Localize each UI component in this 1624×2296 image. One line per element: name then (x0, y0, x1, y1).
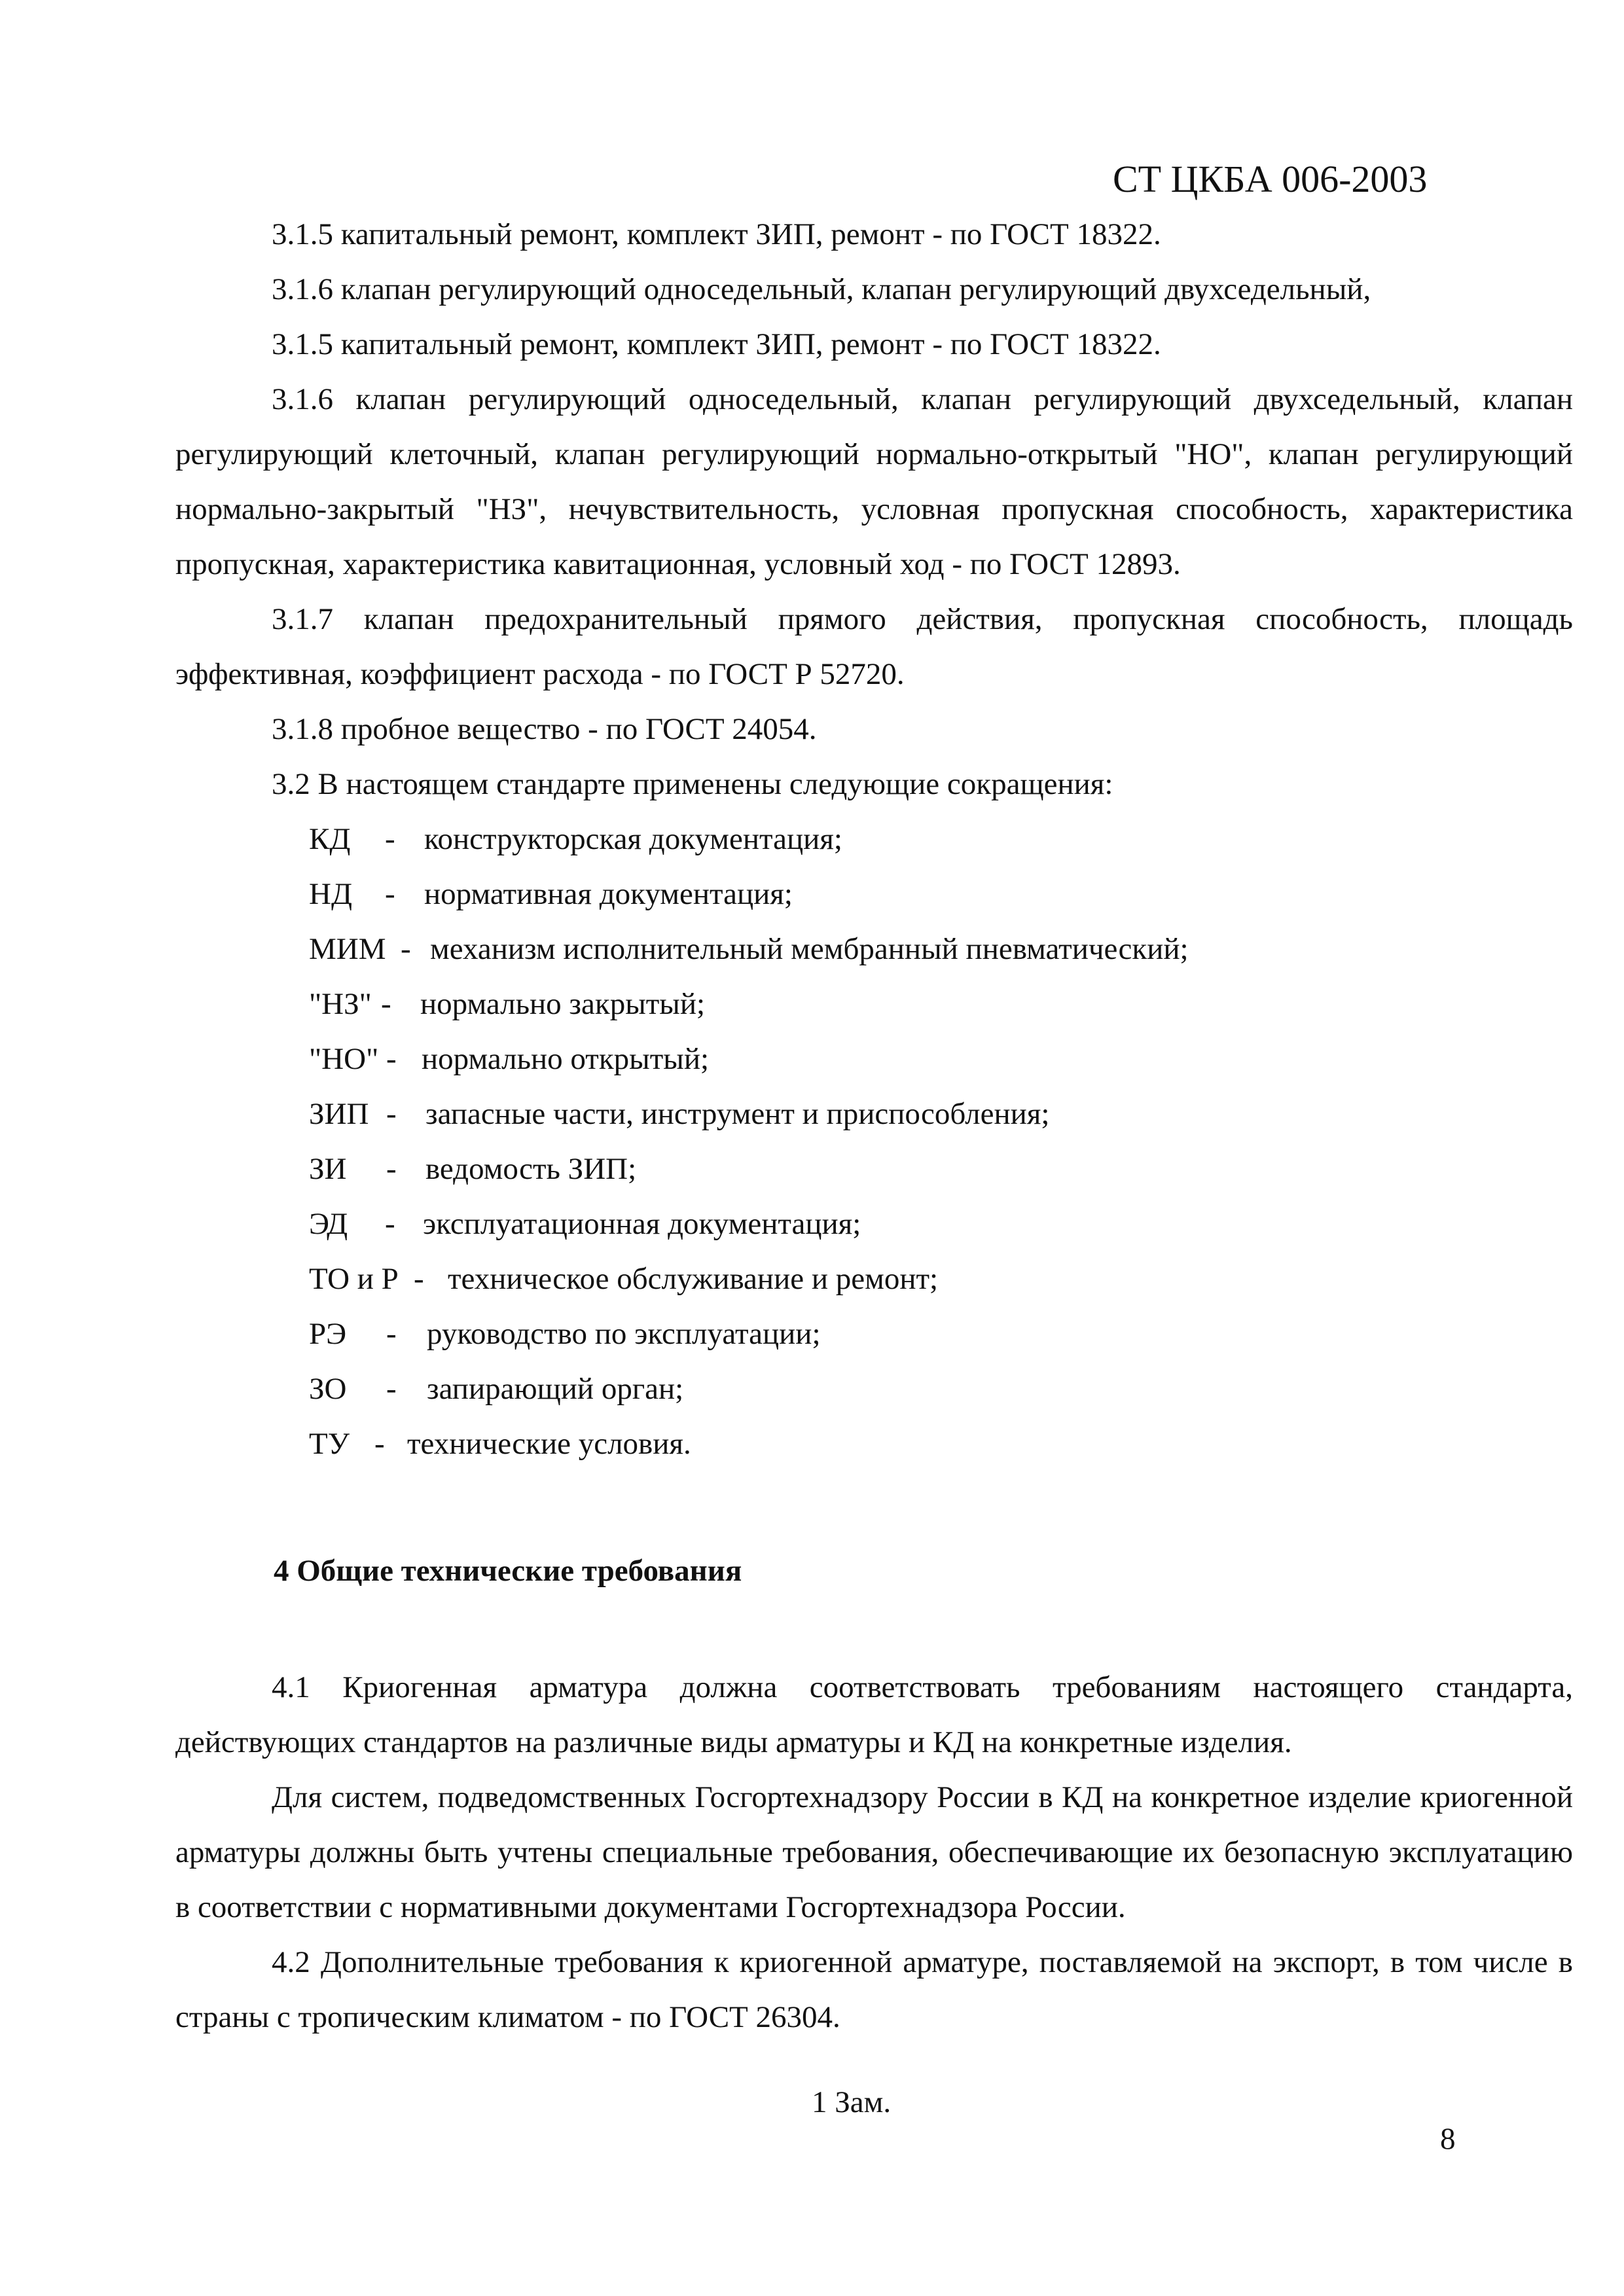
abbreviation-row (309, 1306, 1573, 1361)
abbreviation-dash: - (385, 822, 395, 856)
paragraph-4-1: 4.1 Криогенная арматура должна соответствовать требованиям настоящего стандарта, действующих стандартов на различные виды арматуры и КД на конкретные изделия. (175, 1670, 1573, 1759)
abbreviation-dash: - (385, 1207, 395, 1241)
abbreviation-dash: - (385, 877, 395, 911)
abbreviation-dash: - (386, 1097, 397, 1131)
term-3-1-5: 3.1.5 капитальный ремонт, комплект ЗИП, ремонт - по ГОСТ 18322. (272, 217, 1161, 251)
abbreviation-meaning: нормально закрытый; (420, 987, 706, 1021)
abbreviation-meaning: запирающий орган; (427, 1372, 684, 1406)
section-4-body (175, 1660, 1573, 2045)
abbreviation-row (309, 1251, 1573, 1306)
abbreviation-meaning: нормально открытый; (422, 1042, 710, 1076)
abbreviation-dash: - (386, 1372, 397, 1406)
abbreviation-meaning: запасные части, инструмент и приспособления; (425, 1097, 1050, 1131)
term-3-1-5-repeat: 3.1.5 капитальный ремонт, комплект ЗИП, ремонт - по ГОСТ 18322. (272, 327, 1161, 361)
page-number: 8 (1440, 2122, 1456, 2156)
abbreviation-term: ТУ (309, 1427, 350, 1461)
abbreviation-meaning: нормативная документация; (424, 877, 793, 911)
abbreviation-dash: - (386, 1317, 397, 1351)
abbreviation-term: ЗО (309, 1372, 347, 1406)
abbreviation-term: РЭ (309, 1317, 347, 1351)
paragraph-4-2: 4.2 Дополнительные требования к криогенной арматуре, поставляемой на экспорт, в том числе в страны с тропическим климатом - по ГОСТ 26304. (175, 1945, 1573, 2034)
abbreviation-term: НД (309, 877, 353, 911)
abbreviation-dash: - (414, 1262, 424, 1296)
paragraph-gosgortekhnadzor: Для систем, подведомственных Госгортехнадзору России в КД на конкретное изделие криогенной арматуры должны быть учтены специальные требования, обеспечивающие их безопасную эксплуатацию в соответствии с нормативными документами Госгортехнадзора России. (175, 1780, 1573, 1924)
abbreviation-term: ЗИП (309, 1097, 369, 1131)
abbreviation-row (309, 1086, 1573, 1141)
abbreviation-row (309, 977, 1573, 1031)
abbreviation-term: ТО и Р (309, 1262, 399, 1296)
abbreviation-term: ЭД (309, 1207, 348, 1241)
abbreviation-row (309, 1196, 1573, 1251)
abbreviation-row (309, 812, 1573, 867)
term-3-1-7: 3.1.7 клапан предохранительный прямого действия, пропускная способность, площадь эффективная, коэффициент расхода - по ГОСТ Р 52720. (175, 602, 1573, 691)
abbreviation-term: МИМ (309, 932, 386, 966)
abbreviation-dash: - (401, 932, 411, 966)
abbreviation-term: КД (309, 822, 351, 856)
abbreviations-intro: 3.2 В настоящем стандарте применены следующие сокращения: (272, 767, 1113, 801)
abbreviation-term: ЗИ (309, 1152, 347, 1186)
abbreviation-row (309, 1031, 1573, 1086)
abbreviation-row (309, 1416, 1573, 1471)
abbreviation-term: "НЗ" (309, 987, 372, 1021)
abbreviation-dash: - (386, 1042, 397, 1076)
abbreviation-meaning: эксплуатационная документация; (423, 1207, 861, 1241)
term-3-1-6-full: 3.1.6 клапан регулирующий односедельный, клапан регулирующий двухседельный, клапан регулирующий клеточный, клапан регулирующий нормально-открытый "НО", клапан регулирующий нормально-закрытый "НЗ", нечувствительность, условная пропускная способность, характеристика пропускная, характеристика кавитационная, условный ход - по ГОСТ 12893. (175, 382, 1573, 581)
abbreviation-meaning: конструкторская документация; (424, 822, 842, 856)
abbreviation-meaning: механизм исполнительный мембранный пневматический; (430, 932, 1189, 966)
abbreviation-term: "НО" (309, 1042, 379, 1076)
abbreviation-dash: - (374, 1427, 385, 1461)
term-3-1-8: 3.1.8 пробное вещество - по ГОСТ 24054. (272, 712, 817, 746)
abbreviations-list (175, 812, 1573, 1471)
abbreviation-meaning: техническое обслуживание и ремонт; (448, 1262, 939, 1296)
abbreviation-dash: - (386, 1152, 397, 1186)
abbreviation-meaning: технические условия. (407, 1427, 691, 1461)
section-4-heading: 4 Общие технические требования (274, 1554, 742, 1588)
abbreviation-meaning: руководство по эксплуатации; (427, 1317, 821, 1351)
document-code: СТ ЦКБА 006-2003 (1113, 158, 1428, 200)
abbreviation-dash: - (381, 987, 391, 1021)
abbreviation-row (309, 867, 1573, 922)
abbreviation-row (309, 1361, 1573, 1416)
term-3-1-6: 3.1.6 клапан регулирующий односедельный, клапан регулирующий двухседельный, (272, 272, 1371, 306)
abbreviation-row (309, 922, 1573, 977)
abbreviation-meaning: ведомость ЗИП; (425, 1152, 637, 1186)
abbreviation-row (309, 1141, 1573, 1196)
terms-section (175, 207, 1573, 1471)
change-note: 1 Зам. (812, 2085, 892, 2119)
